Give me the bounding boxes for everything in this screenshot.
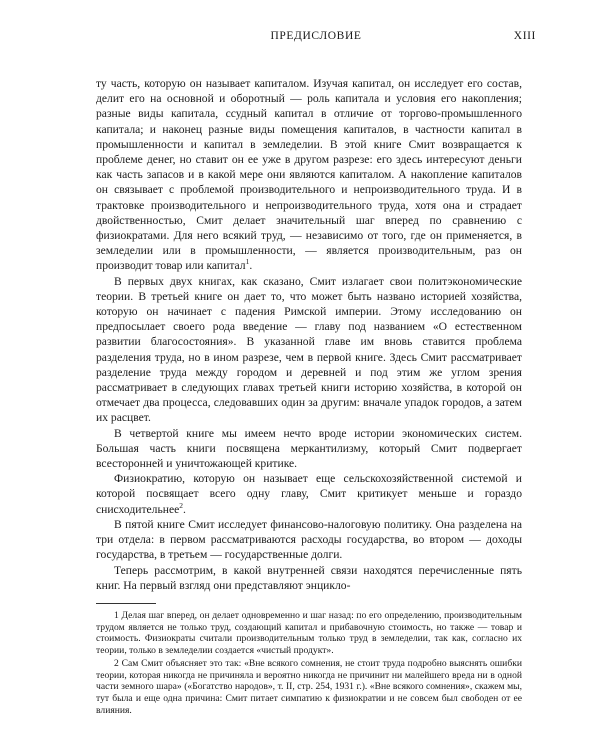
paragraph-4: Физиократию, которую он называет еще сельскохозяйственной системой и которой посвящает всего одну главу, Смит критикует меньше и гораздо снисходительнее$^2$. (96, 472, 522, 516)
footnotes (96, 610, 522, 716)
page-number: XIII (513, 30, 536, 42)
paragraph-1: ту часть, которую он называет капиталом. Изучая капитал, он исследует его состав, делит его на основной и оборотный — роль капитала и условия его накопления; разные виды капитала, ссудный капитал в отличие от торгово-промышленного капитала; и наконец разные виды помещения капиталов, в частности капитал в промышленности и капитал в земледелии. В этой книге Смит возвращается к проблеме денег, но ставит он ее уже в другом разрезе: его здесь интересуют деньги как часть запасов и в какой мере они являются капиталом. А накопление капиталов он связывает с проблемой производительного и непроизводительного труда. И в трактовке производительного и непроизводительного труда, хотя она и страдает двойственностью, Смит делает значительный шаг вперед по сравнению с физиократами. Для него всякий труд, — независимо от того, где он применяется, в земледелии или в промышленности, — является производительным, раз он производит товар или капитал$^1$. (96, 77, 522, 273)
paragraph-2: В первых двух книгах, как сказано, Смит излагает свои политэкономические теории. В третьей книге он дает то, что может быть названо историей хозяйства, которую он начинает с падения Римской империи. Этому исследованию он предпосылает своего рода введение — главу под названием «О естественном развитии благосостояния». В указанной главе им вновь ставится проблема разделения труда, но в ином разрезе, чем в первой книге. Здесь Смит рассматривает разделение труда между городом и деревней и под этим же углом зрения рассматривает в следующих главах третьей книги историю хозяйства, в которой он отмечает два процесса, следовавших один за другим: вначале упадок городов, а затем их расцвет. (96, 274, 522, 425)
header-title: ПРЕДИСЛОВИЕ (270, 30, 362, 42)
footnote-marker-2: 2 (179, 500, 184, 510)
paragraph-3: В четвертой книге мы имеем нечто вроде истории экономических систем. Большая часть книги посвящена меркантилизму, который Смит подвергает всесторонней и уничтожающей критике. (96, 426, 522, 471)
paragraph-text: Физиократию, которую он называет еще сельскохозяйственной системой и которой посвящает всего одну главу, Смит критикует меньше и гораздо снисходительнее (96, 472, 522, 516)
running-header (96, 30, 536, 46)
footnote-separator (96, 603, 156, 604)
footnote-marker-1: 1 (245, 257, 250, 267)
paragraph-5: В пятой книге Смит исследует финансово-налоговую политику. Она разделена на три отдела: в первом рассматриваются расходы государства, во втором — доходы государства, в третьем — государственные долги. (96, 517, 522, 562)
main-text (96, 76, 522, 718)
paragraph-6: Теперь рассмотрим, в какой внутренней связи находятся перечисленные пять книг. На первый взгляд они представляют энцикло- (96, 563, 522, 592)
footnote-1: 1 Делая шаг вперед, он делает одновременно и шаг назад: по его определению, производительным трудом является не только труд, создающий капитал и прибавочную стоимость, но также — товар и стоимость. Физиократы считали производительным только труд в земледелии, так как, согласно их теории, только в земледелии создается «чистый продукт». (96, 609, 522, 656)
paragraph-text: ту часть, которую он называет капиталом. Изучая капитал, он исследует его состав, делит его на основной и оборотный — роль капитала и условия его накопления; разные виды капитала, ссудный капитал в отличие от торгово-промышленного капитала; и наконец разные виды помещения капиталов, в частности капитал в промышленности и капитал в земледелии. В этой книге Смит возвращается к проблеме денег, но ставит он ее уже в другом разрезе: его здесь интересуют деньги как часть запасов и в какой мере они являются капиталом. А накопление капиталов он связывает с проблемой производительного и непроизводительного труда. И в трактовке производительного и непроизводительного труда, хотя она и страдает двойственностью, Смит делает значительный шаг вперед по сравнению с физиократами. Для него всякий труд, — независимо от того, где он применяется, в земледелии или в промышленности, — является производительным, раз он производит товар или капитал (96, 77, 522, 273)
footnote-2: 2 Сам Смит объясняет это так: «Вне всякого сомнения, не стоит труда подробно выяснять ошибки теории, которая никогда не причиняла и вероятно никогда не причинит ни малейшего вреда ни в одной части земного шара» («Богатство народов», т. II, стр. 254, 1931 г.). «Вне всякого сомнения», скажем мы, тут была и еще одна причина: Смит питает симпатию к физиократии и не совсем был свободен от ее влияния. (96, 658, 522, 716)
